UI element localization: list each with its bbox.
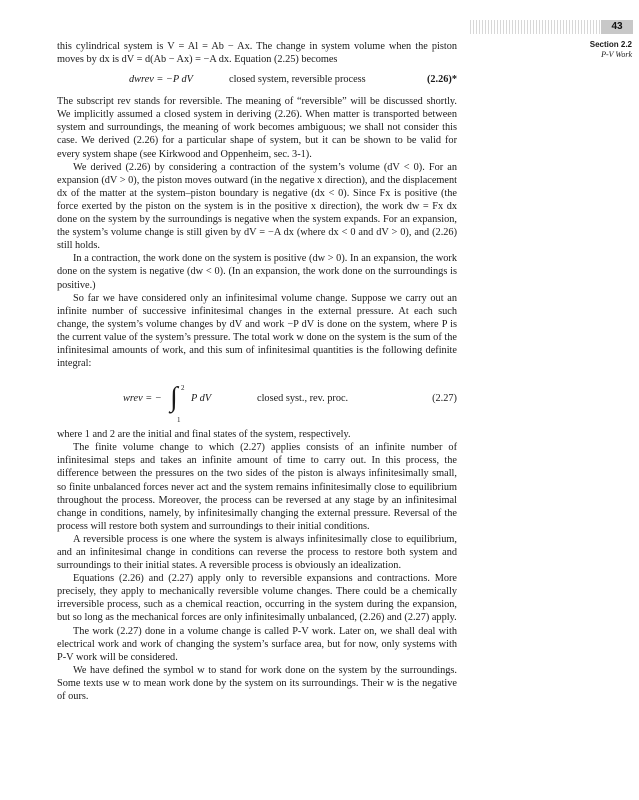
- paragraph: The work (2.27) done in a volume change is called P-V work. Later on, we shall deal with electrical work and work of changing the system’s surface area, but for now, only systems with P-V work will be considered.: [57, 625, 457, 663]
- header-decoration: [470, 20, 610, 34]
- body-text: [57, 40, 457, 703]
- page-number: 43: [601, 20, 633, 34]
- equation-number: (2.27): [432, 393, 457, 405]
- integral-sign: ∫: [170, 382, 178, 414]
- integral-lower-limit: 1: [177, 416, 181, 425]
- integrand: P dV: [191, 393, 212, 405]
- integral-upper-limit: 2: [181, 384, 185, 393]
- section-title: P-V Work: [601, 50, 632, 59]
- paragraph: where 1 and 2 are the initial and final states of the system, respectively.: [57, 429, 351, 441]
- paragraph: Equations (2.26) and (2.27) apply only to reversible expansions and contractions. More precisely, they apply to mechanically reversible volume changes. There could be a chemically irreversible process, such as a chemical reaction, occurring in the system during the expansion, but so long as the mechanical forces are only infinitesimally unbalanced, (2.26) and (2.27) apply.: [57, 573, 457, 624]
- equation-condition: closed system, reversible process: [229, 74, 366, 86]
- paragraph: So far we have considered only an infinitesimal volume change. Suppose we carry out an infinite number of successive infinitesimal changes in the external pressure. At each such change, the system’s volume changes by dV and work −P dV is done on the system, where P is the current value of the system’s pressure. The total work w done on the system is the sum of the infinitesimal amounts of work, and this sum of infinitesimal quantities is the following definite integral:: [57, 292, 457, 370]
- paragraph: this cylindrical system is V = Al = Ab − Ax. The change in system volume when the piston moves by dx is dV = d(Ab − Ax) = −A dx. Equation (2.25) becomes: [57, 41, 457, 66]
- equation-lhs: wrev = −: [123, 393, 162, 405]
- equation-2-26: [57, 73, 457, 88]
- paragraph: The subscript rev stands for reversible. The meaning of “reversible” will be discussed shortly. We implicitly assumed a closed system in deriving (2.26). When matter is transported between system and surroundings, the meaning of work becomes ambiguous; we shall not consider this case. We derived (2.26) for a particular shape of system, but it can be shown to be valid for every system shape (see Kirkwood and Oppenheim, sec. 3-1).: [57, 96, 457, 160]
- equation-number: (2.26)*: [426, 74, 457, 86]
- section-label: Section 2.2: [589, 40, 632, 49]
- running-head: [560, 40, 632, 60]
- equation-lhs: dwrev = −P dV: [129, 74, 193, 86]
- paragraph: We have defined the symbol w to stand for work done on the system by the surroundings. Some texts use w to mean work done by the system on its surroundings. Their w is the negative of ours.: [57, 664, 457, 703]
- paragraph: We derived (2.26) by considering a contraction of the system’s volume (dV < 0). For an expansion (dV > 0), the piston moves outward (in the negative x direction), and the displacement dx of the matter at the system–piston boundary is negative (dx < 0). Since Fx is positive (the force exerted by the piston on the system is in the positive x direction), the work dw = Fx dx done on the system by the surroundings is negative when the system expands. For an expansion, the system’s volume change is still given by dV = −A dx (where dx < 0 and dV > 0), and (2.26) still holds.: [57, 161, 457, 252]
- equation-condition: closed syst., rev. proc.: [257, 393, 349, 405]
- equation-2-27: [57, 376, 457, 424]
- paragraph: In a contraction, the work done on the system is positive (dw > 0). In an expansion, the work done on the system is negative (dw < 0). (In an expansion, the work done on the surroundings is positive.): [57, 253, 457, 291]
- paragraph: A reversible process is one where the system is always infinitesimally close to equilibrium, and an infinitesimal change in conditions can reverse the process to restore both system and surroundings to their initial states. A reversible process is obviously an idealization.: [57, 533, 457, 572]
- paragraph: The finite volume change to which (2.27) applies consists of an infinite number of infinitesimal steps and takes an infinite amount of time to carry out. In this process, the difference between the pressures on the two sides of the piston is always infinitesimally small, so finite unbalanced forces never act and the system remains infinitesimally close to equilibrium throughout the process. Moreover, the process can be reversed at any stage by an infinitesimal change in conditions, namely, by infinitesimally changing the external pressure. Reversal of the process will restore both system and surroundings to their initial conditions.: [57, 442, 457, 532]
